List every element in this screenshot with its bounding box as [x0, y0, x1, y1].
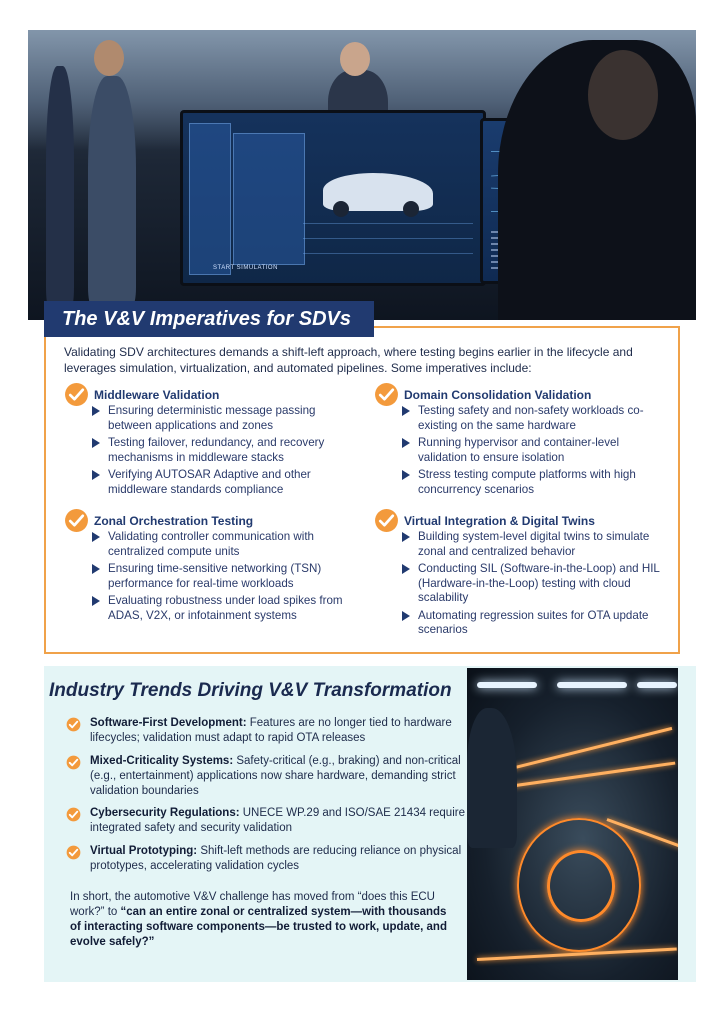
list-item: Conducting SIL (Software-in-the-Loop) and HIL (Hardware-in-the-Loop) testing with cloud scalability	[402, 562, 664, 606]
trends-title: Industry Trends Driving V&V Transformation	[49, 680, 452, 701]
person-head	[340, 42, 370, 76]
list-item: Evaluating robustness under load spikes from ADAS, V2X, or infotainment systems	[92, 594, 354, 623]
wheel-hub	[547, 850, 615, 922]
arrow-right-icon	[92, 406, 100, 416]
trend-text: Shift-left methods are reducing reliance on physical prototypes, accelerating validation cycles	[90, 845, 462, 872]
imperatives-title: The V&V Imperatives for SDVs	[44, 301, 374, 337]
imperatives-intro: Validating SDV architectures demands a shift-left approach, where testing begins earlier in the lifecycle and leverages simulation, virtualization, and automated pipelines. Some imperatives include:	[64, 345, 633, 375]
check-circle-icon	[374, 382, 399, 407]
screen-label: START SIMULATION	[213, 265, 278, 271]
hero-photo	[28, 30, 696, 320]
trend-item	[66, 806, 468, 836]
check-circle-icon	[374, 508, 399, 533]
trend-text: Safety-critical (e.g., braking) and non-critical (e.g., entertainment) applications now share hardware, demanding strict validation boundaries	[90, 755, 461, 797]
list-item: Ensuring time-sensitive networking (TSN) performance for real-time workloads	[92, 562, 354, 591]
trend-label: Cybersecurity Regulations:	[90, 807, 240, 819]
check-circle-icon	[66, 807, 81, 822]
arrow-right-icon	[402, 406, 410, 416]
check-circle-icon	[66, 845, 81, 860]
trend-label: Virtual Prototyping:	[90, 845, 198, 857]
check-circle-icon	[66, 755, 81, 770]
arrow-right-icon	[92, 564, 100, 574]
list-item: Verifying AUTOSAR Adaptive and other middleware standards compliance	[92, 468, 354, 497]
list-item: Automating regression suites for OTA update scenarios	[402, 609, 664, 638]
engineer-silhouette	[467, 708, 517, 848]
simulation-monitor	[180, 110, 486, 286]
trend-text: Features are no longer tied to hardware lifecycles; validation must adapt to rapid OTA releases	[90, 717, 452, 744]
list-item: Running hypervisor and container-level validation to ensure isolation	[402, 436, 664, 465]
list-item: Testing failover, redundancy, and recovery mechanisms in middleware stacks	[92, 436, 354, 465]
person-head	[94, 40, 124, 76]
person-silhouette	[88, 76, 136, 306]
digital-twin-photo	[467, 668, 678, 980]
list-item: Validating controller communication with centralized compute units	[92, 530, 354, 559]
check-circle-icon	[64, 382, 89, 407]
arrow-right-icon	[92, 532, 100, 542]
check-circle-icon	[64, 508, 89, 533]
list-item: Building system-level digital twins to simulate zonal and centralized behavior	[402, 530, 664, 559]
list-item: Ensuring deterministic message passing between applications and zones	[92, 404, 354, 433]
arrow-right-icon	[92, 596, 100, 606]
trend-item	[66, 754, 468, 799]
block-heading: Middleware Validation	[94, 388, 220, 402]
arrow-right-icon	[402, 470, 410, 480]
arrow-right-icon	[402, 611, 410, 621]
block-heading: Domain Consolidation Validation	[404, 388, 592, 402]
imperatives-frame-top	[372, 326, 680, 328]
list-item: Testing safety and non-safety workloads co-existing on the same hardware	[402, 404, 664, 433]
trend-text: UNECE WP.29 and ISO/SAE 21434 require integrated safety and security validation	[90, 807, 465, 834]
closing-emphasis: “can an entire zonal or centralized system—with thousands of interacting software components—be trusted to work, update, and evolve safely?”	[70, 906, 447, 948]
arrow-right-icon	[402, 438, 410, 448]
trend-label: Mixed-Criticality Systems:	[90, 755, 234, 767]
closing-text: In short, the automotive V&V challenge has moved from “does this ECU work?” to	[70, 891, 435, 918]
wheel	[333, 201, 349, 217]
closing-statement	[70, 890, 460, 950]
arrow-right-icon	[402, 564, 410, 574]
person-silhouette	[46, 66, 74, 306]
arrow-right-icon	[92, 438, 100, 448]
list-item: Stress testing compute platforms with high concurrency scenarios	[402, 468, 664, 497]
arrow-right-icon	[92, 470, 100, 480]
trend-item	[66, 844, 468, 874]
person-head	[588, 50, 658, 140]
trend-item	[66, 716, 468, 746]
block-heading: Virtual Integration & Digital Twins	[404, 514, 595, 528]
arrow-right-icon	[402, 532, 410, 542]
block-heading: Zonal Orchestration Testing	[94, 514, 254, 528]
check-circle-icon	[66, 717, 81, 732]
trend-label: Software-First Development:	[90, 717, 247, 729]
wheel	[403, 201, 419, 217]
